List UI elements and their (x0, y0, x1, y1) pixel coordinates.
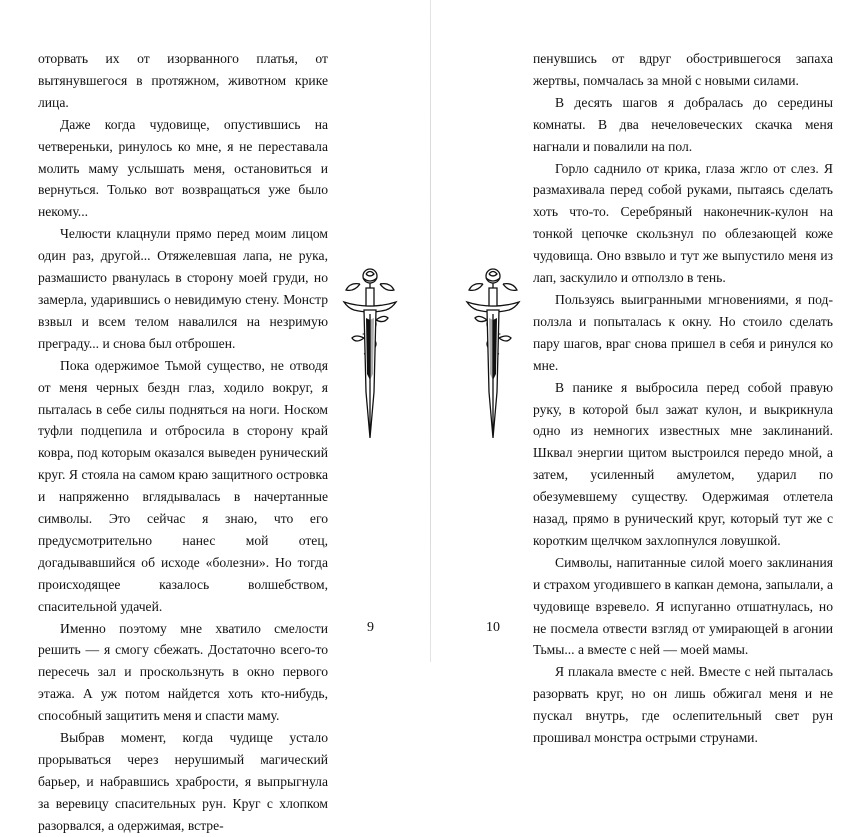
paragraph: Именно поэтому мне хватило смелости решить — я смогу сбежать. Достаточно всего-то пересечь зал и проскользнуть в окно первого этажа. А уж потом найдется хоть кто-нибудь, способный защитить меня и спасти маму. (38, 620, 328, 724)
left-page-text (38, 48, 328, 837)
paragraph: Челюсти клацнули прямо перед моим лицом один раз, другой... Отяжелевшая лапа, не рука, размашисто рванулась в сторону моей груди, но замерла, ударившись о невидимую стену. Монстр взвыл и всем телом навалился на незримую преграду... и снова был отброшен. (38, 226, 328, 351)
paragraph: пенувшись от вдруг обострившегося запаха жертвы, помчалась за мной с новыми силами. (533, 51, 833, 88)
rose-dagger-icon (463, 262, 523, 440)
paragraph: В десять шагов я добралась до середины комнаты. В два нечеловеческих скачка меня нагнали и повалили на пол. (533, 94, 833, 154)
right-page (431, 0, 862, 746)
paragraph: Пока одержимое Тьмой существо, не отводя от меня черных бездн глаз, ходило вокруг, я пыталась в себе силы подняться на ноги. Носком туфли подцепила и отбросила в сторону край ковра, под которым оказался выведен рунический круг. Я стояла на самом краю защитного островка и напряженно вглядывалась в начертанные символы. Это сейчас я знаю, что его предусмотрительно нанес мой отец, догадывавшийся об исходе «болезни». Но тогда происходящее казалось волшебством, спасительной удачей. (38, 357, 328, 614)
paragraph: Горло саднило от крика, глаза жгло от слез. Я размахивала перед собой руками, пытаясь сделать хоть что-то. Серебряный наконечник-кулон на тонкой цепочке скользнул по облезающей коже чудовища. Оно взвыло и тут же выпустило меня из лап, заскулило и отползло в тень. (533, 160, 833, 286)
paragraph: оторвать их от изорванного платья, от вытянувшегося в протяжном, животном крике лица. (38, 51, 328, 110)
page-number: 9 (367, 620, 374, 635)
paragraph: Даже когда чудовище, опустившись на четвереньки, ринулось ко мне, я не переставала молить маму услышать меня, остановиться и вернуться. Только вот возвращаться уже было некому... (38, 116, 328, 220)
paragraph: Выбрав момент, когда чудище устало прорываться через нерушимый магический барьер, и набравшись храбрости, я выпрыгнула за веревицу спасительных рун. Круг с хлопком разорвался, а одержимая, встре- (38, 730, 328, 833)
right-page-text (533, 48, 833, 749)
left-page (0, 0, 431, 833)
page-number: 10 (486, 620, 500, 635)
paragraph: Символы, напитанные силой моего заклинания и страхом угодившего в капкан демона, запылали, а чудовище взревело. Я испуганно отшатнулась, но не посмела отвести взгляд от умирающей в агонии Тьмы... а вместе с ней — моей мамы. (533, 554, 833, 658)
rose-dagger-icon (340, 262, 400, 440)
paragraph: Пользуясь выигранными мгновениями, я подползла и попыталась к окну. Но стоило сделать пару шагов, враг снова пришел в себя и ринулся ко мне. (533, 291, 833, 373)
paragraph: В панике я выбросила перед собой правую руку, в которой был зажат кулон, и выкрикнула одно из немногих известных мне заклинаний. Шквал энергии щитом выстроился передо мной, а затем, усиленный амулетом, ударил по обезумевшему существу. Одержимая отлетела назад, прямо в рунический круг, который тут же с коротким щелчком захлопнулся ловушкой. (533, 379, 833, 548)
paragraph: Я плакала вместе с ней. Вместе с ней пыталась разорвать круг, но он лишь обжигал меня и не пускал внутрь, где ослепительный свет рун прошивал монстра острыми струнами. (533, 664, 833, 746)
